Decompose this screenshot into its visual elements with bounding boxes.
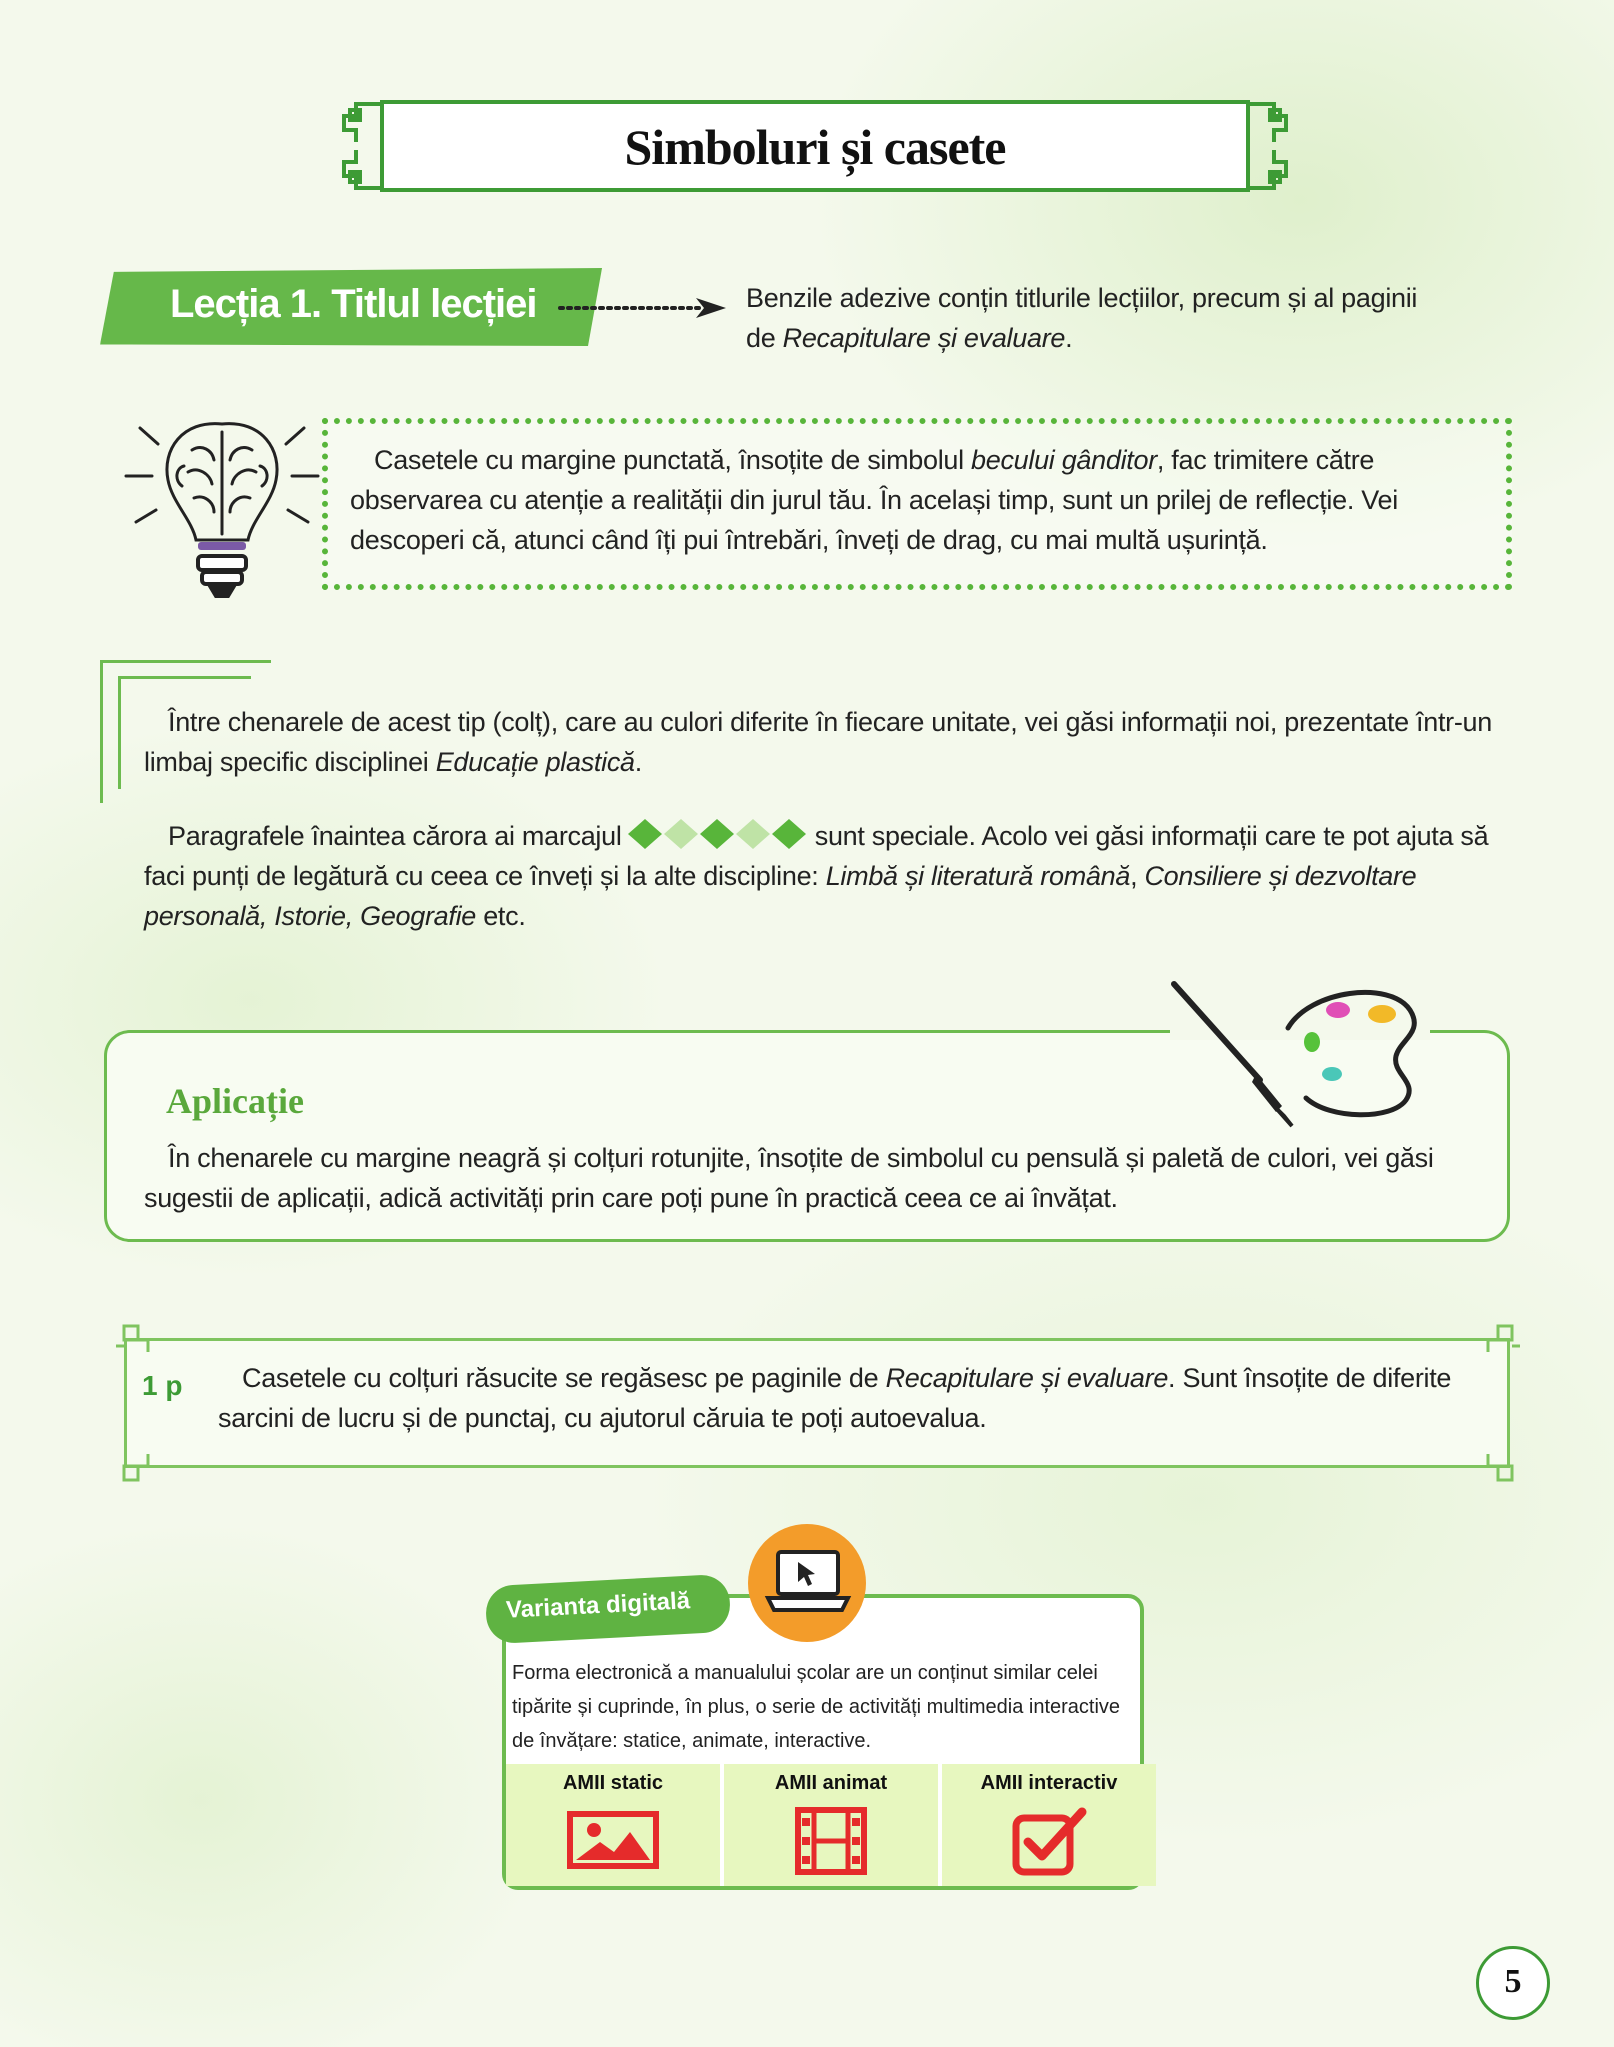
page-number: 5	[1504, 1963, 1522, 2000]
lesson-tape-description: Benzile adezive conțin titlurile lecțiilor, precum și al paginii de Recapitulare și evaluare.	[746, 283, 1418, 353]
points-label: 1 p	[142, 1370, 183, 1401]
amii-static-cell[interactable]	[506, 1764, 720, 1886]
corner-box-text: Între chenarele de acest tip (colț), care au culori diferite în fiecare unitate, vei găsi informații noi, prezentate într-un limbaj specific disciplinei Educație plastică.	[144, 707, 1492, 777]
page-number-circle	[1476, 1946, 1550, 2020]
laptop-cursor-icon	[764, 1546, 852, 1620]
lesson-tape-label: Lecția 1. Titlul lecției	[170, 282, 537, 326]
film-icon	[794, 1806, 868, 1876]
amii-animat-cell[interactable]	[724, 1764, 938, 1886]
amii-interactiv-cell[interactable]	[942, 1764, 1156, 1886]
lightbulb-brain-icon	[122, 410, 322, 600]
digital-tab-label: Varianta digitală	[505, 1587, 691, 1624]
dotted-box-text: Casetele cu margine punctată, însoțite de simbolul becului gânditor, fac trimitere către observarea cu atenție a realității din jurul tău. În același timp, sunt un prilej de reflecție. Vei descoperi că, atunci când îți pui întrebări, înveți de drag, cu mai multă ușurință.	[350, 445, 1398, 555]
points-box-text: Casetele cu colțuri răsucite se regăsesc pe paginile de Recapitulare și evaluare. Sunt însoțite de diferite sarcini de lucru și de punctaj, cu ajutorul căruia te poți autoevalua.	[218, 1363, 1452, 1433]
aplicatie-text: În chenarele cu margine neagră și colțuri rotunjite, însoțite de simbolul cu pensulă și paletă de culori, vei găsi sugestii de aplicații, adică activități prin care poți pune în practică ceea ce ai învățat.	[144, 1143, 1434, 1213]
title-ornament-left	[336, 96, 384, 196]
aplicatie-title: Aplicație	[166, 1081, 304, 1121]
special-paragraph: Paragrafele înaintea cărora ai marcajul sunt speciale. Acolo vei găsi informații care te pot ajuta să faci punți de legătură cu ceea ce înveți și la alte discipline: Limbă și literatură română, Consiliere și dezvoltare personală, Istorie, Geografie etc.	[144, 816, 1514, 936]
amii-animat-label: AMII animat	[774, 1772, 888, 1794]
diamond-marker-icon	[626, 817, 808, 851]
title-ornament-right	[1246, 96, 1294, 196]
dotted-arrow-icon	[556, 296, 728, 320]
page-title: Simboluri și casete	[624, 119, 1006, 175]
digital-text: Forma electronică a manualului școlar are un conținut similar celei tipărite și cuprinde, în plus, o serie de activități multimedia interactive de învățare: statice, animate, interactive.	[512, 1662, 1121, 1752]
amii-static-label: AMII static	[562, 1772, 664, 1794]
image-icon	[566, 1810, 660, 1870]
amii-interactiv-label: AMII interactiv	[980, 1772, 1118, 1794]
brush-palette-icon	[1160, 970, 1430, 1130]
checkbox-icon	[1010, 1804, 1090, 1878]
title-box	[380, 100, 1250, 192]
